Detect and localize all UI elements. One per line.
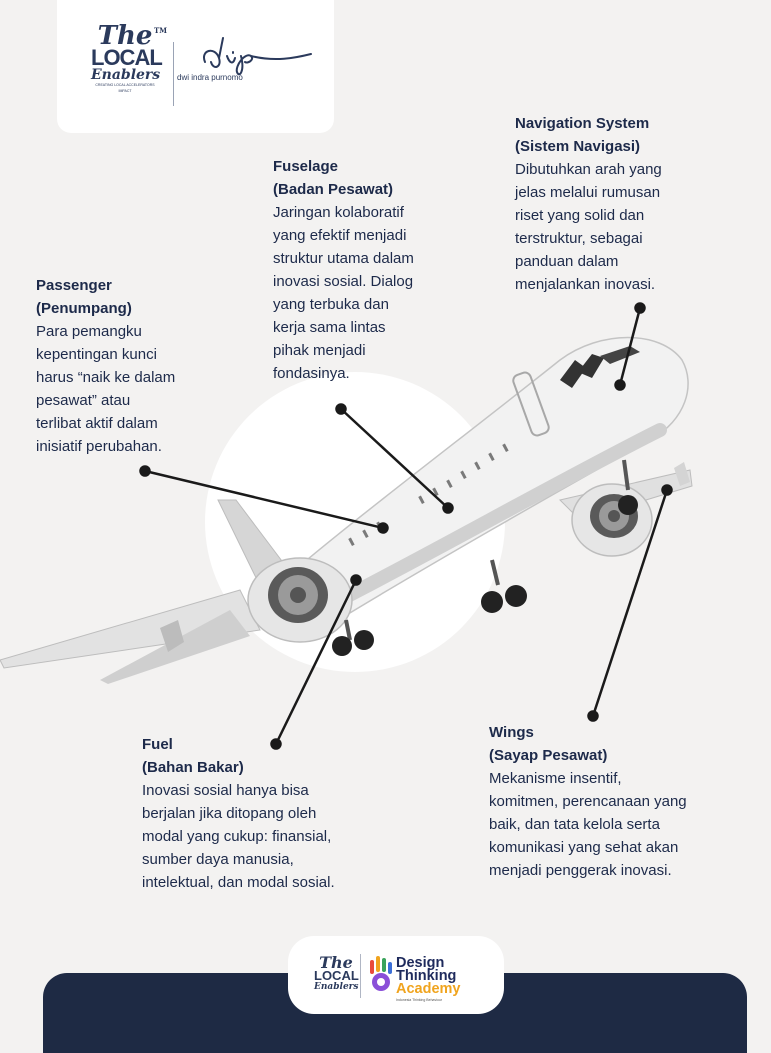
connector-dot-wings	[589, 712, 598, 721]
wings-title-id: (Sayap Pesawat)	[489, 747, 608, 764]
connector-dot-passenger	[141, 467, 150, 476]
connector-dot-wings-end	[663, 486, 672, 495]
label-fuel	[142, 733, 335, 894]
signature-name: dwi indra purnomo	[177, 73, 243, 82]
label-wings	[489, 721, 687, 882]
fuselage-description: Jaringan kolaboratif yang efektif menjadi struktur utama dalam inovasi sosial. Dialog yang terbuka dan kerja sama lintas pihak menjadi fondasinya.	[273, 204, 414, 382]
footer-the-local-enablers-logo	[314, 953, 359, 992]
logo-word-enablers: Enablers	[91, 67, 161, 83]
fuel-title-id: (Bahan Bakar)	[142, 759, 244, 776]
design-thinking-academy-logo	[396, 957, 504, 996]
footer-logo-word-local: LOCAL	[314, 968, 359, 983]
fuel-description: Inovasi sosial hanya bisa berjalan jika ditopang oleh modal yang cukup: finansial, sumber daya manusia, intelektual, dan modal sosial.	[142, 782, 335, 891]
connector-dot-navigation-end	[616, 381, 625, 390]
footer-logo-card	[288, 936, 504, 1014]
logo-word-local: LOCAL	[91, 45, 162, 70]
label-navigation	[515, 112, 662, 296]
logo-word-the: The	[97, 21, 153, 51]
wings-title: Wings	[489, 724, 534, 741]
logo-trademark: TM	[154, 26, 167, 35]
passenger-title: Passenger	[36, 277, 112, 294]
connector-dot-navigation	[636, 304, 645, 313]
fuselage-title-id: (Badan Pesawat)	[273, 181, 394, 198]
wings-description: Mekanisme insentif, komitmen, perencanaan yang baik, dan tata kelola serta komunikasi yang sehat akan menjadi penggerak inovasi.	[489, 770, 687, 879]
logo-tagline: CREATING LOCAL ACCELERATORS IMPACT	[95, 83, 155, 93]
footer-logo-word-the: The	[319, 953, 353, 972]
design-thinking-academy-icon	[366, 956, 396, 996]
dta-subtitle: Indonesia Thinking Behaviour	[396, 998, 443, 1002]
navigation-title-id: (Sistem Navigasi)	[515, 138, 641, 155]
dta-word-thinking: Thinking	[396, 968, 457, 984]
fuel-title: Fuel	[142, 736, 173, 753]
dta-word-design: Design	[396, 955, 445, 971]
connector-dot-fuel-end	[352, 576, 361, 585]
connector-dot-fuselage-end	[444, 504, 453, 513]
passenger-description: Para pemangku kepentingan kunci harus “naik ke dalam pesawat” atau terlibat aktif dalam inisiatif perubahan.	[36, 323, 176, 455]
footer-logo-divider	[360, 954, 361, 998]
label-fuselage	[273, 155, 414, 385]
label-passenger	[36, 274, 175, 458]
passenger-title-id: (Penumpang)	[36, 300, 132, 317]
connector-dot-fuselage	[337, 405, 346, 414]
dta-word-academy: Academy	[396, 981, 461, 997]
connector-dot-passenger-end	[379, 524, 388, 533]
navigation-description: Dibutuhkan arah yang jelas melalui rumusan riset yang solid dan terstruktur, sebagai panduan dalam menjalankan inovasi.	[515, 161, 662, 293]
fuselage-title: Fuselage	[273, 158, 339, 175]
navigation-title: Navigation System	[515, 115, 650, 132]
footer-logo-word-enablers: Enablers	[314, 982, 359, 992]
